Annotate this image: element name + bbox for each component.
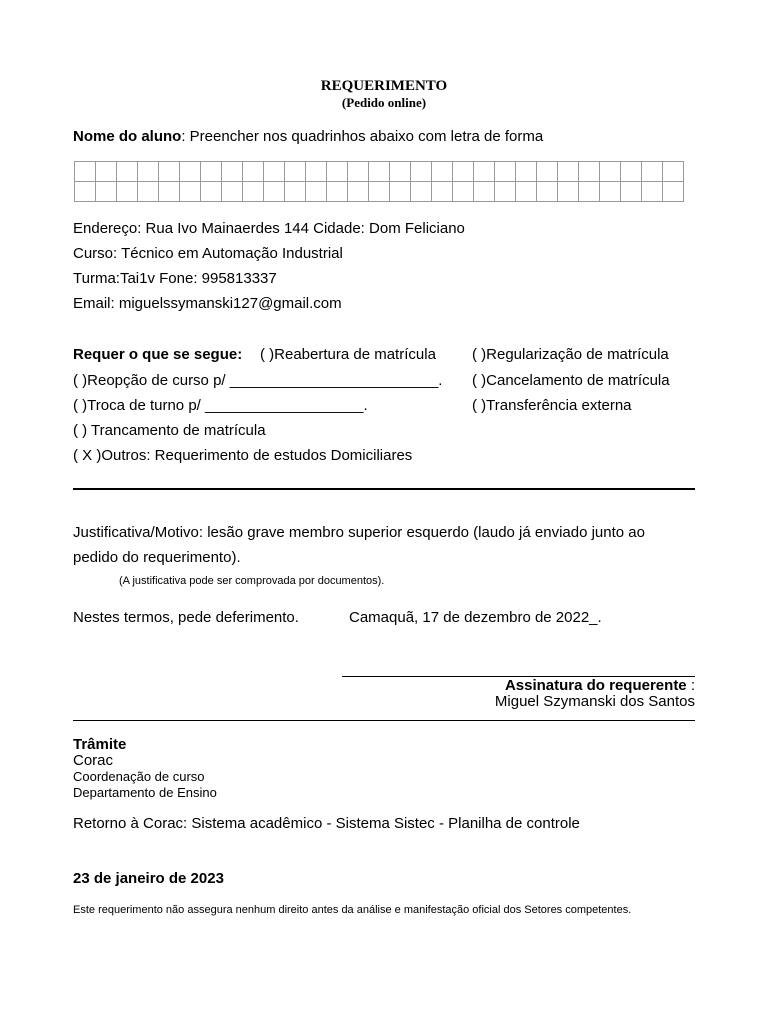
tramite-return: Retorno à Corac: Sistema acadêmico - Sistema Sistec - Planilha de controle xyxy=(73,815,580,832)
email-line: Email: miguelssymanski127@gmail.com xyxy=(73,295,342,312)
tramite-corac: Corac xyxy=(73,752,114,769)
signature-colon: : xyxy=(686,677,695,694)
grid-row-2 xyxy=(75,182,684,202)
request-label: Requer o que se segue: xyxy=(73,346,243,363)
option-outros[interactable]: ( X )Outros: Requerimento de estudos Domiciliares xyxy=(73,447,413,464)
option-transferencia[interactable]: ( )Transferência externa xyxy=(472,397,632,414)
option-troca-turno[interactable]: ( )Troca de turno p/ ___________________. xyxy=(73,397,368,414)
option-regularizacao[interactable]: ( )Regularização de matrícula xyxy=(472,346,669,363)
signature-divider xyxy=(73,720,695,721)
justification-line-2: pedido do requerimento). xyxy=(73,549,241,566)
document-title: REQUERIMENTO xyxy=(320,78,448,94)
option-trancamento[interactable]: ( ) Trancamento de matrícula xyxy=(73,422,266,439)
course-line: Curso: Técnico em Automação Industrial xyxy=(73,245,343,262)
option-reopcao[interactable]: ( )Reopção de curso p/ _________________________. xyxy=(73,372,443,389)
section-divider xyxy=(73,488,695,490)
place-date: Camaquã, 17 de dezembro de 2022_. xyxy=(349,609,602,626)
tramite-departamento: Departamento de Ensino xyxy=(73,785,217,800)
option-reabertura[interactable]: ( )Reabertura de matrícula xyxy=(260,346,436,363)
student-name-label: Nome do aluno xyxy=(73,128,182,145)
signature-label: Assinatura do requerente xyxy=(504,677,687,694)
grid-row-1 xyxy=(75,162,684,182)
document-subtitle: (Pedido online) xyxy=(341,95,427,110)
name-letter-grid[interactable] xyxy=(74,161,684,202)
footer-disclaimer: Este requerimento não assegura nenhum direito antes da análise e manifestação oficial dos Setores competentes. xyxy=(73,904,632,916)
class-phone-line: Turma:Tai1v Fone: 995813337 xyxy=(73,270,277,287)
justification-note: (A justificativa pode ser comprovada por documentos). xyxy=(119,575,385,587)
footer-date: 23 de janeiro de 2023 xyxy=(73,870,224,887)
student-name-line xyxy=(73,128,543,145)
terms-text: Nestes termos, pede deferimento. xyxy=(73,609,299,626)
justification-line-1: Justificativa/Motivo: lesão grave membro superior esquerdo (laudo já enviado junto ao xyxy=(73,524,645,541)
option-cancelamento[interactable]: ( )Cancelamento de matrícula xyxy=(472,372,670,389)
signature-label-line xyxy=(505,677,695,694)
tramite-coordenacao: Coordenação de curso xyxy=(73,769,205,784)
requester-name: Miguel Szymanski dos Santos xyxy=(494,693,695,710)
student-name-instruction: : Preencher nos quadrinhos abaixo com letra de forma xyxy=(181,128,544,145)
address-line: Endereço: Rua Ivo Mainaerdes 144 Cidade: Dom Feliciano xyxy=(73,220,465,237)
tramite-title: Trâmite xyxy=(73,736,127,753)
